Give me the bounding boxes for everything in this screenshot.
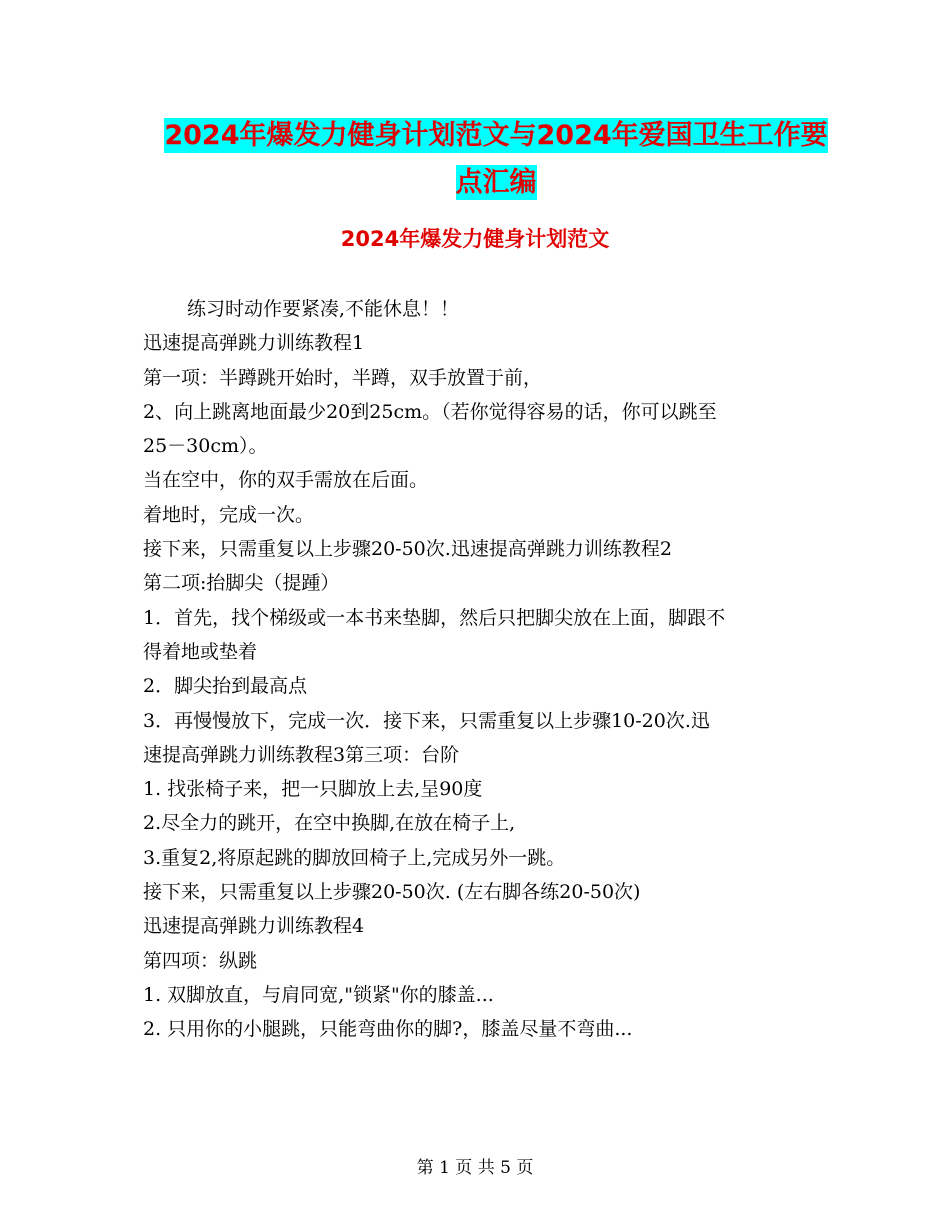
document-title — [140, 112, 852, 206]
paragraph: 2、向上跳离地面最少20到25cm。（若你觉得容易的话，你可以跳至 — [143, 400, 717, 423]
paragraph: 当在空中，你的双手需放在后面。 — [143, 469, 429, 492]
paragraph: 着地时，完成一次。 — [143, 503, 315, 526]
paragraph: 迅速提高弹跳力训练教程4 — [143, 915, 365, 938]
paragraph: 1．首先，找个梯级或一本书来垫脚，然后只把脚尖放在上面，脚跟不 — [143, 606, 726, 629]
paragraph: 2. 只用你的小腿跳，只能弯曲你的脚?，膝盖尽量不弯曲... — [143, 1018, 633, 1041]
paragraph: 速提高弹跳力训练教程3第三项：台阶 — [143, 743, 460, 766]
document-body — [143, 292, 823, 1047]
paragraph: 迅速提高弹跳力训练教程1 — [143, 332, 365, 355]
paragraph: 练习时动作要紧凑,不能休息！！ — [187, 298, 460, 320]
paragraph: 3.重复2,将原起跳的脚放回椅子上,完成另外一跳。 — [143, 846, 566, 869]
document-title-line-2: 点汇编 — [455, 167, 537, 198]
paragraph: 第四项：纵跳 — [143, 949, 258, 972]
paragraph: 第二项:抬脚尖（提踵） — [143, 572, 340, 595]
page-footer: 第 1 页 共 5 页 — [416, 1158, 534, 1178]
paragraph: 第一项：半蹲跳开始时，半蹲，双手放置于前， — [143, 366, 543, 389]
paragraph: 2．脚尖抬到最高点 — [143, 675, 308, 698]
section-title: 2024年爆发力健身计划范文 — [340, 227, 610, 251]
paragraph: 1. 找张椅子来，把一只脚放上去,呈90度 — [143, 778, 483, 801]
paragraph: 2.尽全力的跳开，在空中换脚,在放在椅子上, — [143, 812, 516, 835]
paragraph: 接下来，只需重复以上步骤20-50次.迅速提高弹跳力训练教程2 — [143, 538, 672, 561]
paragraph: 3．再慢慢放下，完成一次．接下来，只需重复以上步骤10-20次.迅 — [143, 709, 710, 732]
document-title-line-1: 2024年爆发力健身计划范文与2024年爱国卫生工作要 — [164, 120, 828, 151]
paragraph: 1. 双脚放直，与肩同宽,"锁紧"你的膝盖... — [143, 983, 494, 1006]
paragraph: 接下来，只需重复以上步骤20-50次. (左右脚各练20-50次) — [143, 881, 641, 904]
paragraph: 得着地或垫着 — [143, 640, 258, 663]
paragraph: 25－30cm）。 — [143, 435, 268, 458]
